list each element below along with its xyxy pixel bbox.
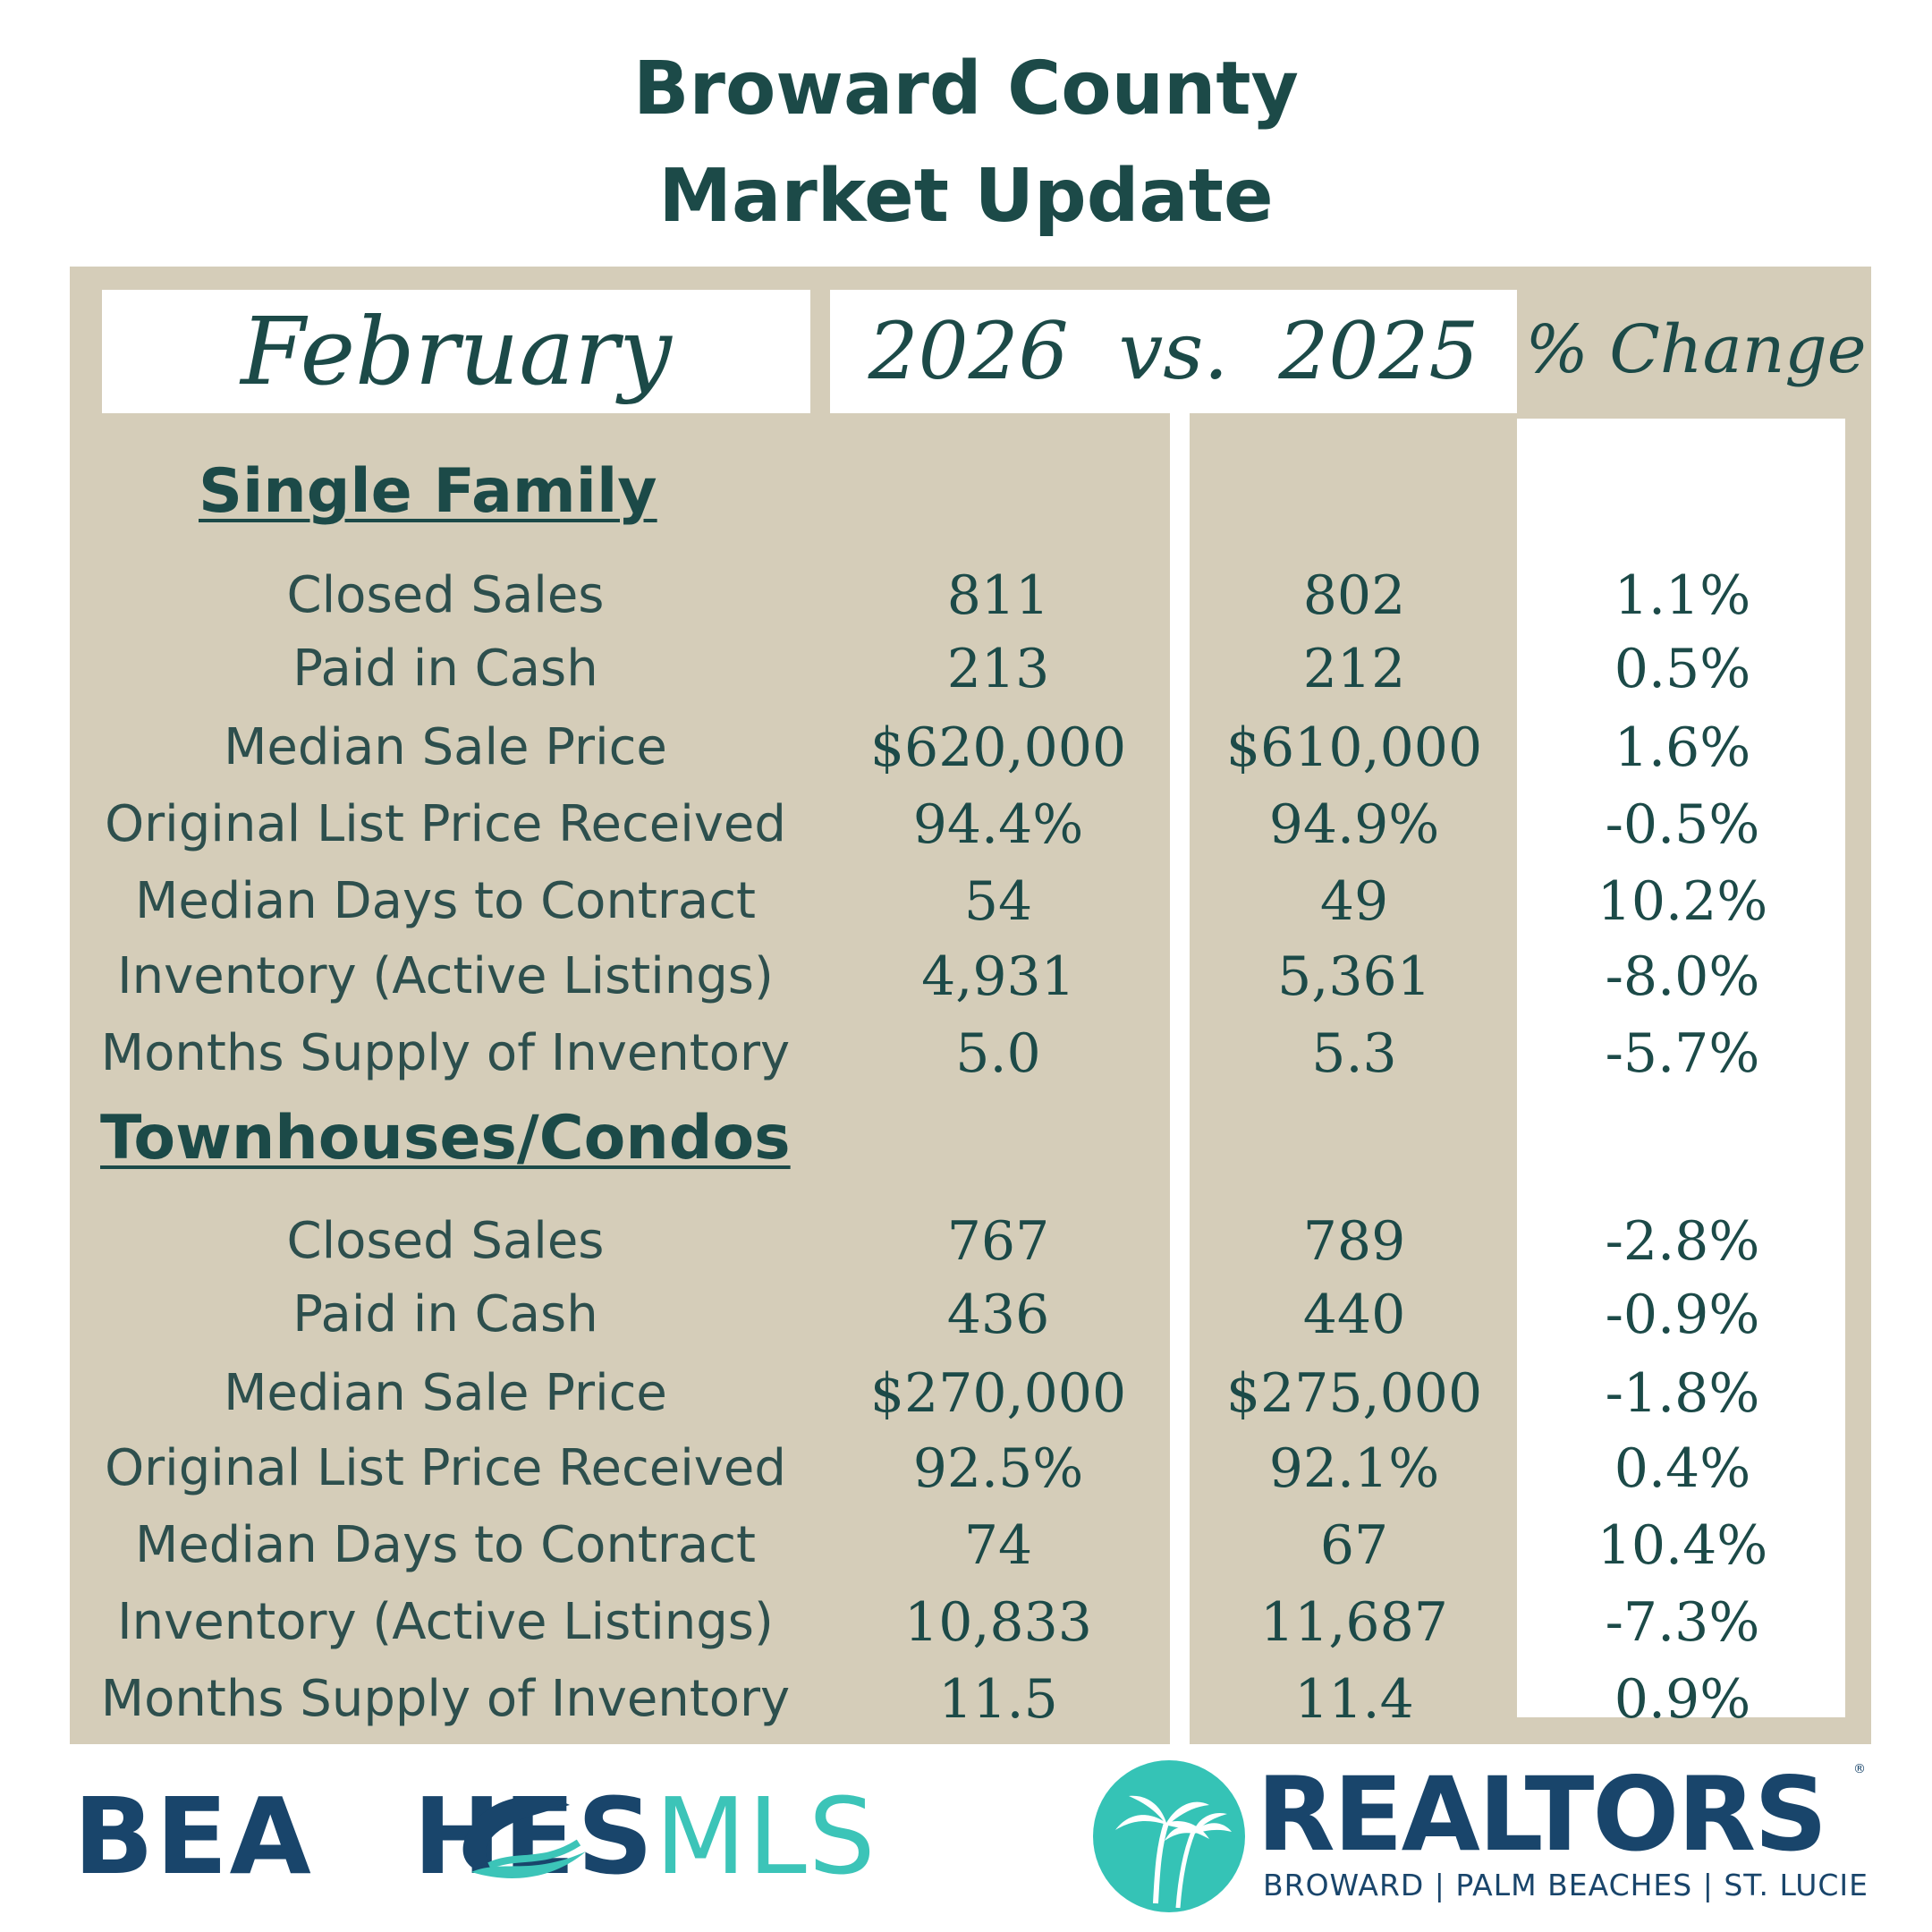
metric-label: Closed Sales xyxy=(286,1212,605,1270)
table-row xyxy=(0,1279,1932,1351)
metric-label: Original List Price Received xyxy=(105,1439,786,1497)
title-line-2: Market Update xyxy=(658,154,1274,239)
percent-change: 1.1% xyxy=(1614,564,1751,627)
value-2026: 94.4% xyxy=(912,793,1084,856)
beaches-mls-logo xyxy=(73,1760,914,1912)
value-2025: 11,687 xyxy=(1260,1591,1448,1654)
realtors-regions: BROWARD | PALM BEACHES | ST. LUCIE xyxy=(1263,1868,1869,1902)
value-2026: 11.5 xyxy=(938,1668,1058,1731)
percent-change: 0.5% xyxy=(1614,638,1751,700)
metric-label: Median Sale Price xyxy=(224,1364,667,1422)
beaches-logo-part-3: MLS xyxy=(655,1775,877,1898)
value-2025: 212 xyxy=(1302,638,1406,700)
wave-icon xyxy=(453,1787,588,1885)
percent-change: -2.8% xyxy=(1605,1210,1760,1273)
percent-change: -5.7% xyxy=(1605,1022,1760,1085)
value-2025: 11.4 xyxy=(1294,1668,1414,1731)
value-2026: 213 xyxy=(946,638,1050,700)
percent-change: -1.8% xyxy=(1605,1362,1760,1425)
section-heading-townhouses-condos: Townhouses/Condos xyxy=(100,1103,791,1174)
metric-label: Months Supply of Inventory xyxy=(100,1024,791,1082)
beaches-logo-part-1: BEA xyxy=(73,1775,313,1898)
percent-change: 10.4% xyxy=(1597,1514,1768,1577)
value-2026: 92.5% xyxy=(912,1437,1084,1500)
registered-mark: ® xyxy=(1853,1762,1866,1776)
value-2026: 10,833 xyxy=(904,1591,1092,1654)
metric-label: Median Sale Price xyxy=(224,718,667,776)
percent-change: -0.5% xyxy=(1605,793,1760,856)
comparison-header: 2026 vs. 2025 xyxy=(868,305,1479,397)
value-2026: 767 xyxy=(946,1210,1050,1273)
value-2026: 436 xyxy=(946,1284,1050,1346)
realtors-logo xyxy=(1093,1755,1871,1912)
table-row xyxy=(0,941,1932,1013)
value-2025: 94.9% xyxy=(1268,793,1440,856)
value-2025: 5.3 xyxy=(1311,1022,1397,1085)
value-2026: 4,931 xyxy=(921,945,1075,1008)
page-title xyxy=(0,36,1932,250)
table-row xyxy=(0,1664,1932,1735)
metric-label: Closed Sales xyxy=(286,566,605,624)
metric-label: Median Days to Contract xyxy=(135,872,756,930)
value-2025: 789 xyxy=(1302,1210,1406,1273)
metric-label: Inventory (Active Listings) xyxy=(117,1593,774,1651)
value-2025: 5,361 xyxy=(1277,945,1431,1008)
metric-label: Median Days to Contract xyxy=(135,1516,756,1574)
value-2025: 92.1% xyxy=(1268,1437,1440,1500)
value-2025: 49 xyxy=(1319,870,1389,933)
section-heading-single-family: Single Family xyxy=(199,456,657,527)
table-row xyxy=(0,789,1932,860)
table-row xyxy=(0,1510,1932,1581)
metric-label: Inventory (Active Listings) xyxy=(117,947,774,1005)
percent-change: -8.0% xyxy=(1605,945,1760,1008)
percent-change: 10.2% xyxy=(1597,870,1768,933)
month-header: February xyxy=(241,297,672,406)
change-header: % Change xyxy=(1525,311,1867,388)
metric-label: Original List Price Received xyxy=(105,795,786,853)
value-2026: 54 xyxy=(963,870,1033,933)
metric-label: Months Supply of Inventory xyxy=(100,1670,791,1728)
table-row xyxy=(0,1206,1932,1277)
value-2026: $270,000 xyxy=(869,1362,1127,1425)
realtors-wordmark: REALTORS xyxy=(1257,1755,1826,1874)
percent-change: 0.9% xyxy=(1614,1668,1751,1731)
value-2026: 74 xyxy=(963,1514,1033,1577)
value-2025: 67 xyxy=(1319,1514,1389,1577)
table-row xyxy=(0,712,1932,784)
value-2025: $610,000 xyxy=(1225,716,1483,779)
percent-change: -0.9% xyxy=(1605,1284,1760,1346)
palm-tree-icon xyxy=(1093,1760,1245,1912)
metric-label: Paid in Cash xyxy=(292,1285,598,1343)
value-2026: $620,000 xyxy=(869,716,1127,779)
table-row xyxy=(0,1587,1932,1658)
percent-change: 1.6% xyxy=(1614,716,1751,779)
beaches-logo-part-2: HES xyxy=(412,1775,656,1898)
value-2025: 440 xyxy=(1302,1284,1406,1346)
percent-change: 0.4% xyxy=(1614,1437,1751,1500)
table-row xyxy=(0,633,1932,705)
table-row xyxy=(0,866,1932,937)
table-row xyxy=(0,1433,1932,1504)
table-row xyxy=(0,560,1932,631)
palm-tree-badge xyxy=(1093,1760,1245,1912)
table-row xyxy=(0,1018,1932,1089)
table-row xyxy=(0,1358,1932,1429)
value-2025: 802 xyxy=(1302,564,1406,627)
value-2026: 5.0 xyxy=(955,1022,1041,1085)
percent-change: -7.3% xyxy=(1605,1591,1760,1654)
metric-label: Paid in Cash xyxy=(292,640,598,698)
value-2025: $275,000 xyxy=(1225,1362,1483,1425)
title-line-1: Broward County xyxy=(633,47,1299,131)
value-2026: 811 xyxy=(946,564,1050,627)
